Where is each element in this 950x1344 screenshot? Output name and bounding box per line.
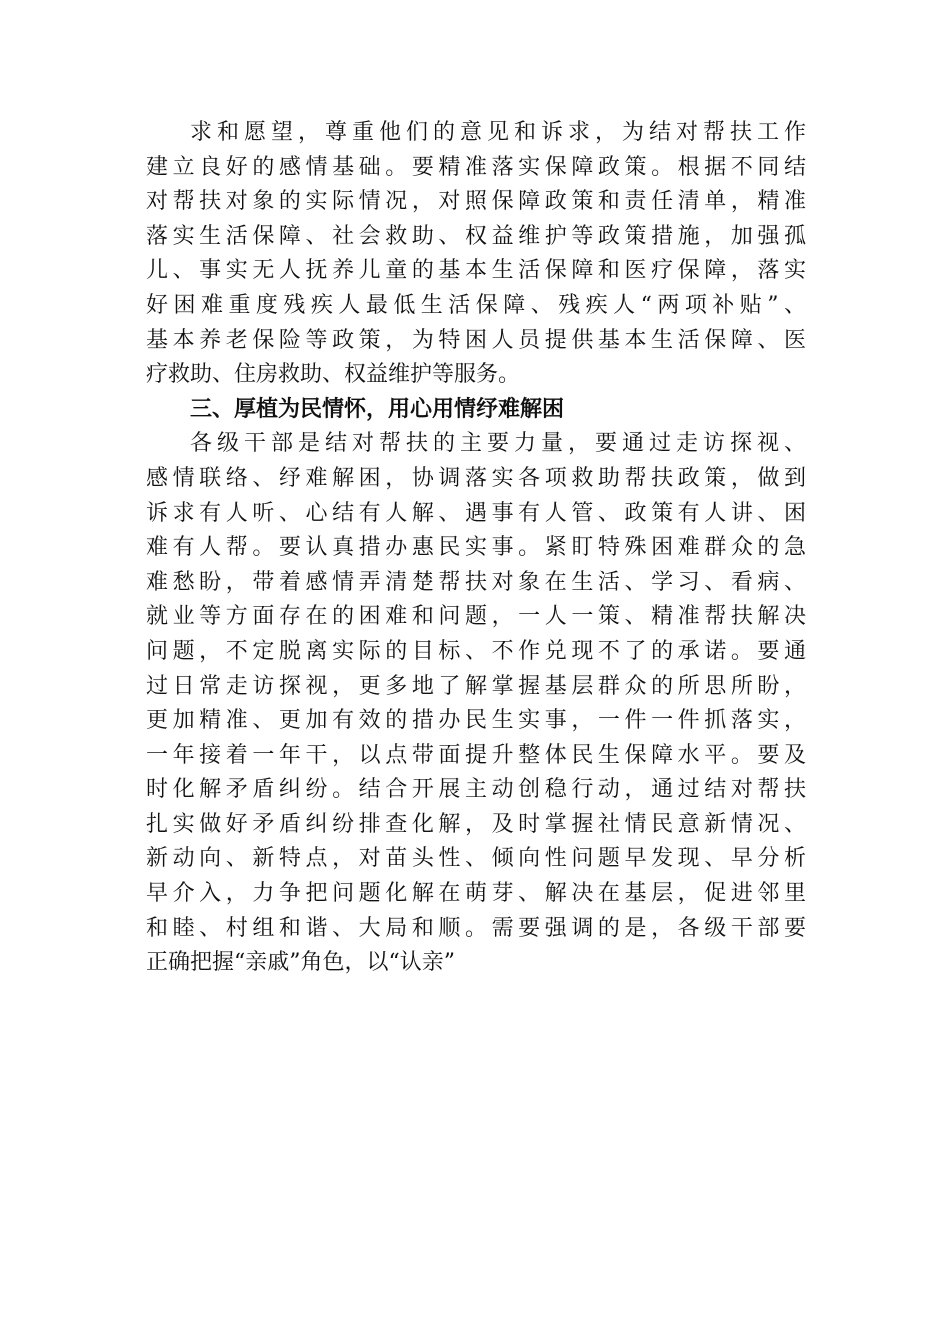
paragraph-line: 时化解矛盾纠纷。结合开展主动创稳行动，通过结对帮扶 — [146, 777, 806, 803]
paragraph-line: 过日常走访探视，更多地了解掌握基层群众的所思所盼， — [146, 673, 806, 699]
paragraph-line: 疗救助、住房救助、权益维护等服务。 — [146, 362, 521, 388]
paragraph-line: 正确把握“亲戚”角色，以“认亲” — [146, 950, 455, 976]
paragraph-line: 一年接着一年干，以点带面提升整体民生保障水平。要及 — [146, 742, 806, 768]
paragraph-line: 感情联络、纾难解困，协调落实各项救助帮扶政策，做到 — [146, 465, 806, 491]
paragraph-line: 问题，不定脱离实际的目标、不作兑现不了的承诺。要通 — [146, 638, 806, 664]
paragraph-line: 扎实做好矛盾纠纷排查化解，及时掌握社情民意新情况、 — [146, 811, 806, 837]
body-text — [146, 116, 806, 981]
paragraph-line: 各级干部是结对帮扶的主要力量，要通过走访探视、 — [190, 431, 806, 457]
paragraph-line: 诉求有人听、心结有人解、遇事有人管、政策有人讲、困 — [146, 500, 806, 526]
paragraph-line: 好困难重度残疾人最低生活保障、残疾人“两项补贴”、 — [146, 292, 806, 318]
paragraph-line: 落实生活保障、社会救助、权益维护等政策措施，加强孤 — [146, 223, 806, 249]
paragraph-line: 早介入，力争把问题化解在萌芽、解决在基层，促进邻里 — [146, 881, 806, 907]
paragraph-line: 基本养老保险等政策，为特困人员提供基本生活保障、医 — [146, 327, 806, 353]
paragraph-line: 难愁盼，带着感情弄清楚帮扶对象在生活、学习、看病、 — [146, 569, 806, 595]
paragraph-line: 建立良好的感情基础。要精准落实保障政策。根据不同结 — [146, 154, 806, 180]
paragraph-line: 新动向、新特点，对苗头性、倾向性问题早发现、早分析 — [146, 846, 806, 872]
paragraph-line: 求和愿望，尊重他们的意见和诉求，为结对帮扶工作 — [190, 120, 806, 145]
paragraph-line: 就业等方面存在的困难和问题，一人一策、精准帮扶解决 — [146, 604, 806, 630]
paragraph-line: 和睦、村组和谐、大局和顺。需要强调的是，各级干部要 — [146, 915, 806, 941]
section-heading: 三、厚植为民情怀，用心用情纾难解困 — [190, 396, 565, 422]
paragraph-line: 难有人帮。要认真措办惠民实事。紧盯特殊困难群众的急 — [146, 535, 806, 561]
paragraph-line: 更加精准、更加有效的措办民生实事，一件一件抓落实， — [146, 708, 806, 734]
paragraph-line: 对帮扶对象的实际情况，对照保障政策和责任清单，精准 — [146, 189, 806, 215]
paragraph-line: 儿、事实无人抚养儿童的基本生活保障和医疗保障，落实 — [146, 258, 806, 284]
